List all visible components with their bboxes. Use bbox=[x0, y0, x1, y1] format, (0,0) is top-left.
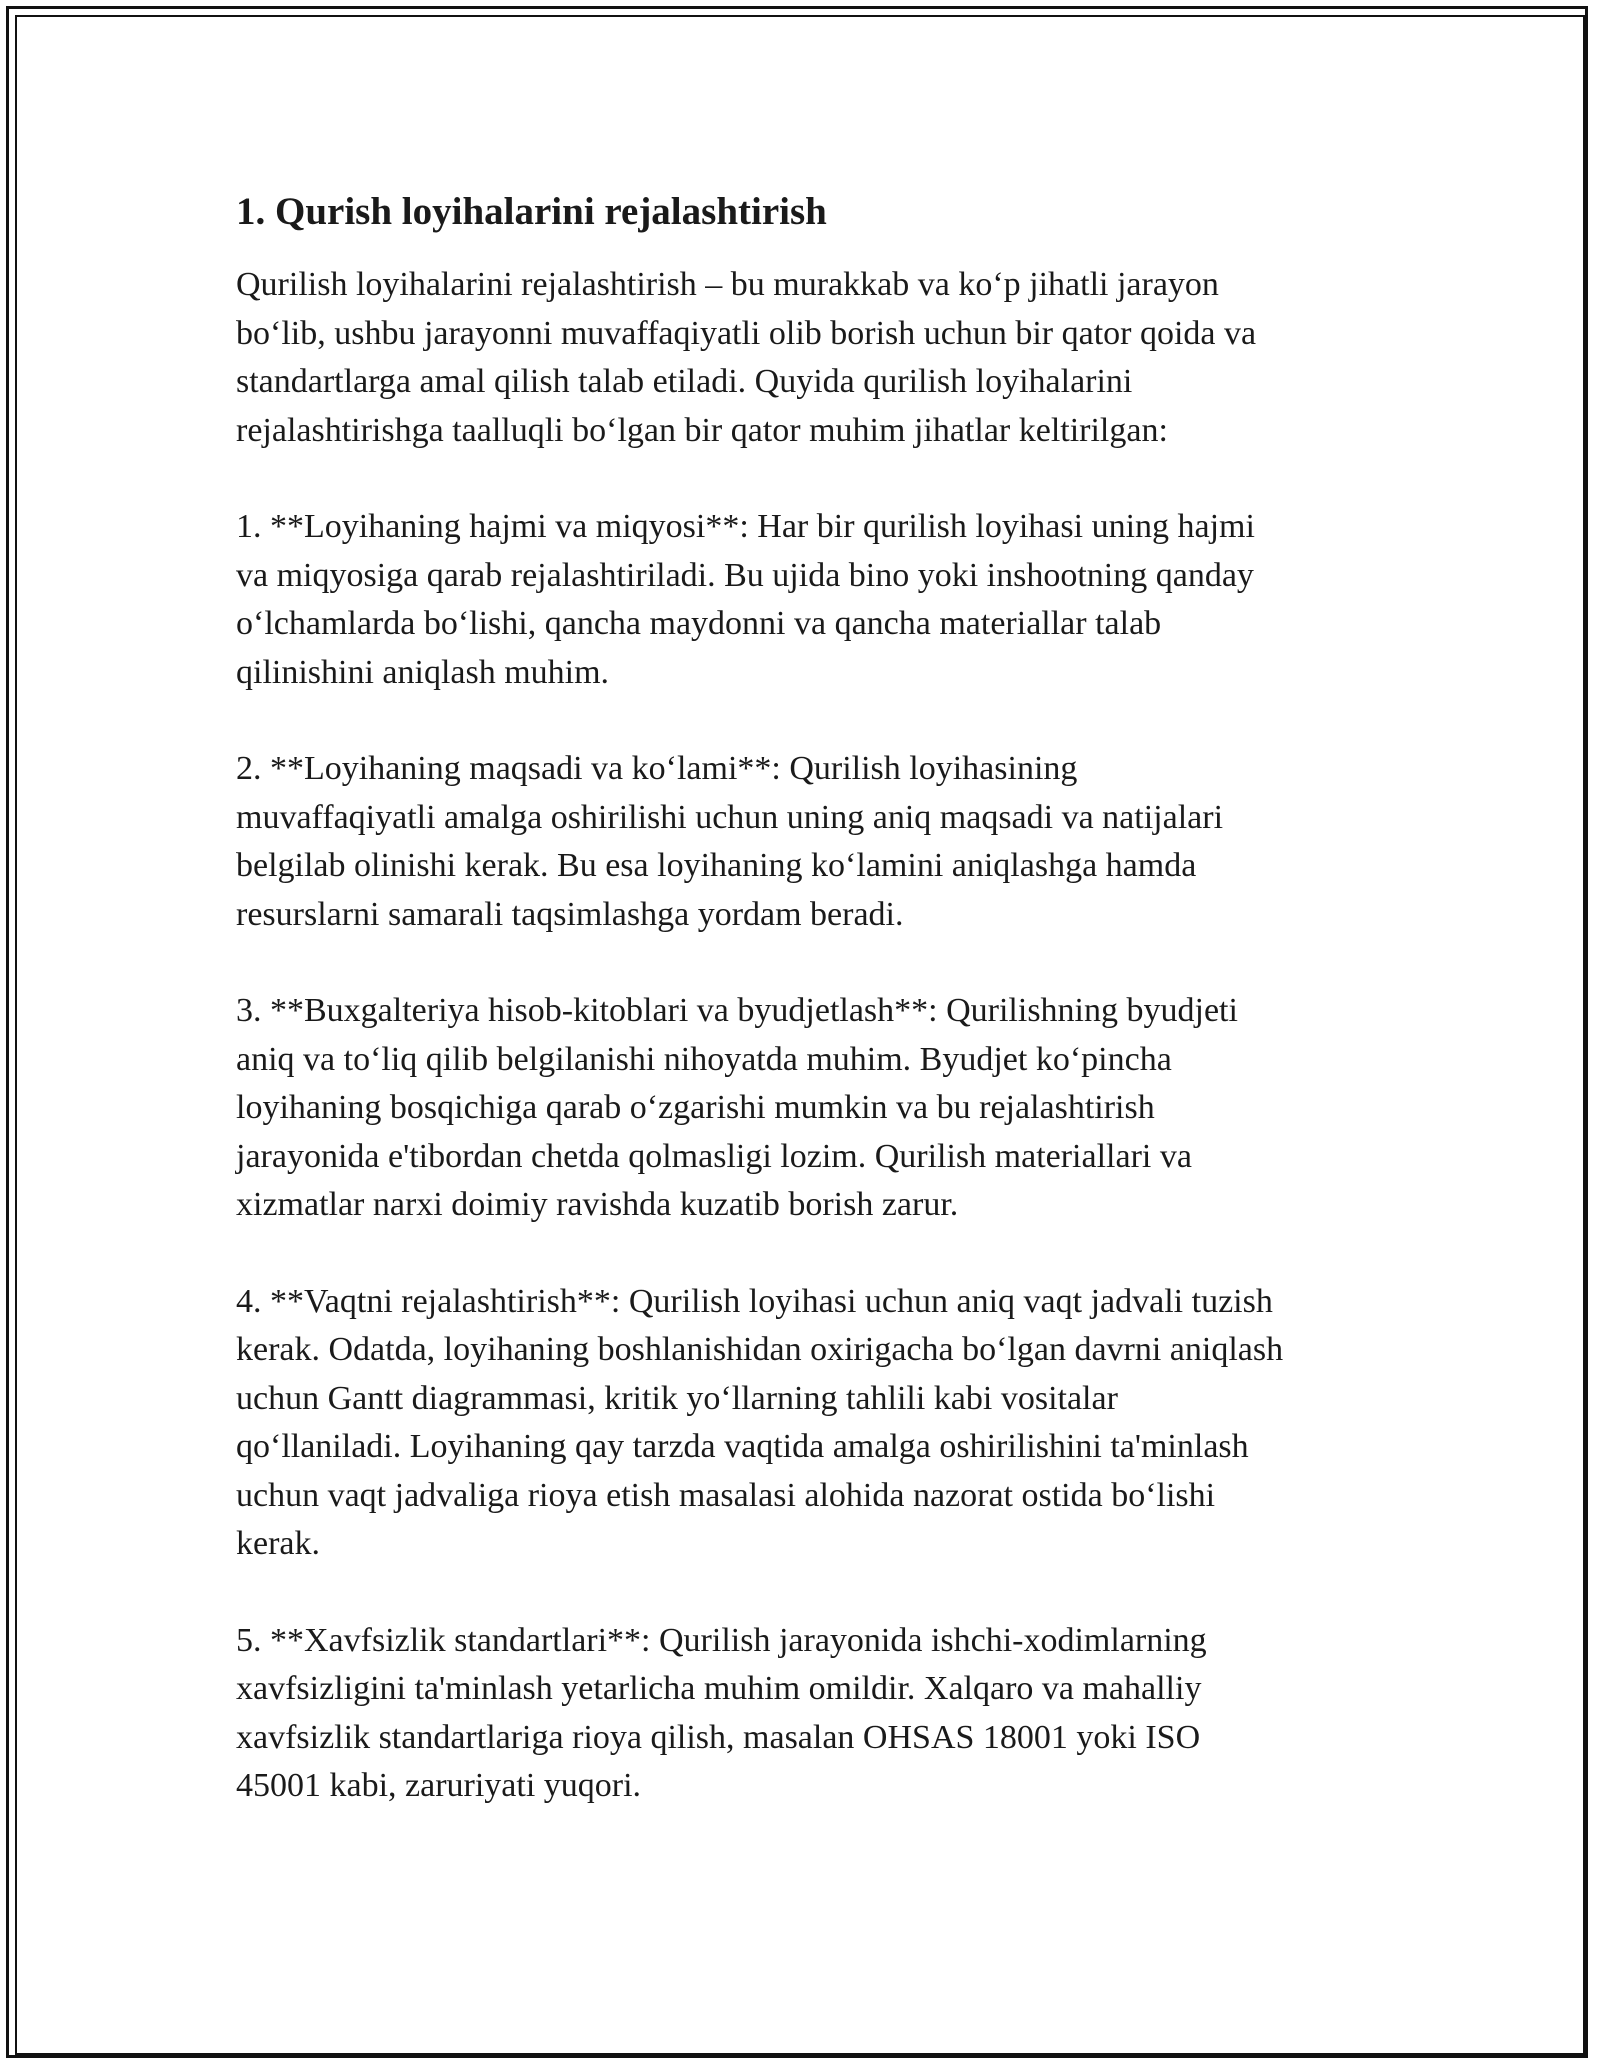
list-item-5: 5. **Xavfsizlik standartlari**: Qurilish jarayonida ishchi-xodimlarning xavfsizligini ta'minlash yetarlicha muhim omildir. Xalqaro va mahalliy xavfsizlik standartlariga rioya qilish, masalan OHSAS 18001 yoki ISO 45001 kabi, zaruriyati yuqori. bbox=[236, 1621, 1207, 1804]
list-item-1: 1. **Loyihaning hajmi va miqyosi**: Har bir qurilish loyihasi uning hajmi va miqyosiga qarab rejalashtiriladi. Bu ujida bino yoki inshootning qanday o‘lchamlarda bo‘lishi, qancha maydonni va qancha materiallar talab qilinishini aniqlash muhim. bbox=[236, 508, 1255, 691]
list-item-3: 3. **Buxgalteriya hisob-kitoblari va byudjetlash**: Qurilishning byudjeti aniq va to‘liq qilib belgilanishi nihoyatda muhim. Byudjet ko‘pincha loyihaning bosqichiga qarab o‘zgarishi mumkin va bu rejalashtirish jarayonida e'tibordan chetda qolmasligi lozim. Qurilish materiallari va xizmatlar narxi doimiy ravishda kuzatib borish zarur. bbox=[236, 992, 1238, 1223]
list-item-2: 2. **Loyihaning maqsadi va ko‘lami**: Qurilish loyihasining muvaffaqiyatli amalga oshirilishi uchun uning aniq maqsadi va natijalari belgilab olinishi kerak. Bu esa loyihaning ko‘lamini aniqlashga hamda resurslarni samarali taqsimlashga yordam beradi. bbox=[236, 750, 1224, 933]
intro-paragraph: Qurilish loyihalarini rejalashtirish – bu murakkab va ko‘p jihatli jarayon bo‘lib, ushbu jarayonni muvaffaqiyatli olib borish uchun bir qator qoida va standartlarga amal qilish talab etiladi. Quyida qurilish loyihalarini rejalashtirishga taalluqli bo‘lgan bir qator muhim jihatlar keltirilgan: bbox=[236, 266, 1257, 449]
section-heading: 1. Qurish loyihalarini rejalashtirish bbox=[236, 190, 827, 233]
list-item-4: 4. **Vaqtni rejalashtirish**: Qurilish loyihasi uchun aniq vaqt jadvali tuzish kerak. Odatda, loyihaning boshlanishidan oxirigacha bo‘lgan davrni aniqlash uchun Gantt diagrammasi, kritik yo‘llarning tahlili kabi vositalar qo‘llaniladi. Loyihaning qay tarzda vaqtida amalga oshirilishini ta'minlash uchun vaqt jadvaliga rioya etish masalasi alohida nazorat ostida bo‘lishi kerak. bbox=[236, 1282, 1284, 1562]
document-body bbox=[236, 183, 1376, 1859]
